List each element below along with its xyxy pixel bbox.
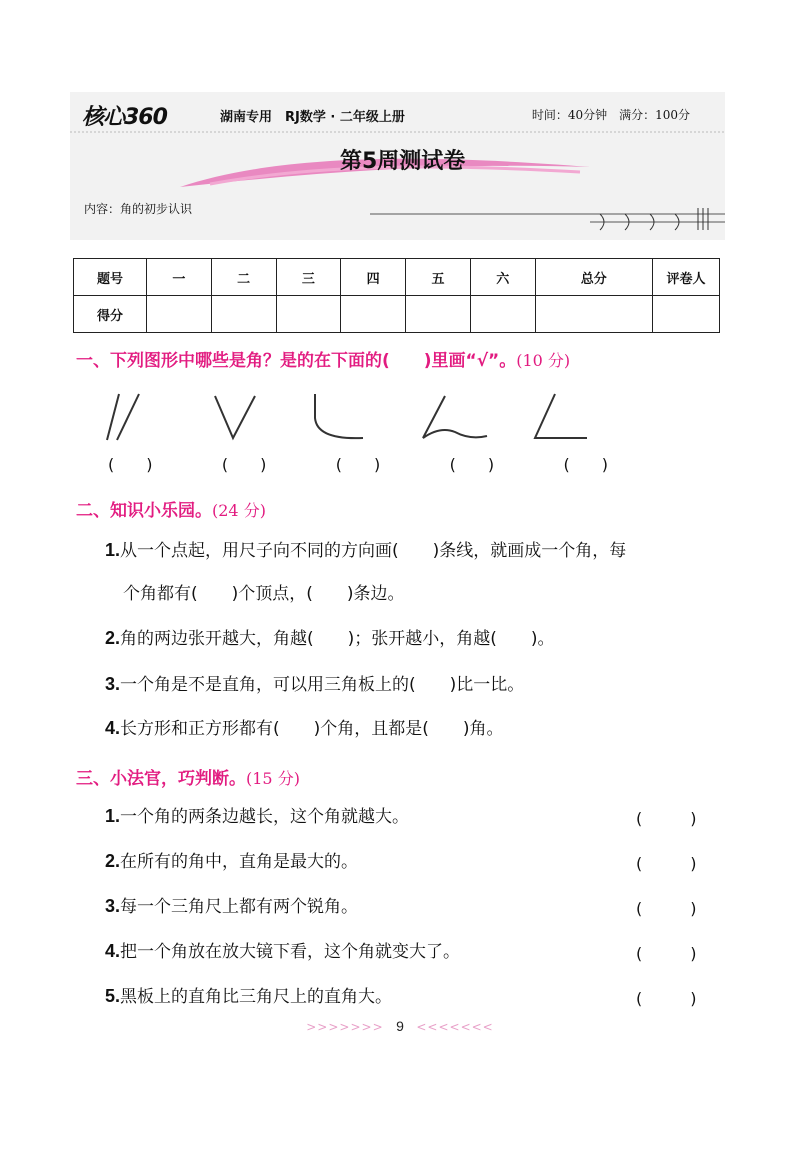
item-number: 2. bbox=[105, 628, 121, 648]
table-cell: 一 bbox=[147, 259, 212, 296]
fill-item-2 bbox=[105, 628, 555, 649]
fill-item-1 bbox=[105, 540, 626, 561]
judge-item-4 bbox=[105, 941, 460, 962]
score-table-header-row bbox=[74, 259, 720, 296]
table-cell: 题号 bbox=[74, 259, 147, 296]
judge-blank[interactable]: ( ) bbox=[636, 854, 697, 873]
item-number: 3. bbox=[105, 896, 121, 916]
section-2-points: (24 分) bbox=[212, 501, 266, 520]
item-number: 4. bbox=[105, 941, 121, 961]
page-number: 9 bbox=[396, 1018, 404, 1034]
item-text: 每一个三角尺上都有两个锐角。 bbox=[120, 897, 359, 917]
table-cell: 三 bbox=[276, 259, 341, 296]
judge-blank[interactable]: ( ) bbox=[636, 899, 697, 918]
page-footer bbox=[0, 1018, 800, 1035]
score-cell[interactable] bbox=[276, 296, 341, 333]
table-cell: 总分 bbox=[535, 259, 652, 296]
score-cell[interactable] bbox=[147, 296, 212, 333]
section-1-answers bbox=[108, 452, 608, 475]
fill-item-3 bbox=[105, 674, 524, 695]
answer-blank[interactable]: ( ) bbox=[563, 455, 608, 474]
table-cell: 评卷人 bbox=[653, 259, 720, 296]
item-text: 角的两边张开越大，角越( )；张开越小，角越( )。 bbox=[120, 629, 555, 649]
edition-label: 湖南专用 RJ数学 · 二年级上册 bbox=[220, 110, 405, 125]
section-2-title bbox=[76, 496, 266, 521]
table-cell: 五 bbox=[406, 259, 471, 296]
answer-blank[interactable]: ( ) bbox=[449, 455, 495, 474]
footer-arrows-right: <<<<<<< bbox=[416, 1020, 494, 1034]
section-1-title bbox=[76, 346, 570, 371]
judge-blank[interactable]: ( ) bbox=[636, 944, 697, 963]
page-title: 第5周测试卷 bbox=[340, 149, 466, 174]
item-number: 4. bbox=[105, 718, 121, 738]
judge-item-5 bbox=[105, 986, 392, 1007]
section-2-title-text: 二、知识小乐园。 bbox=[76, 501, 212, 521]
figure-1-two-lines bbox=[107, 394, 139, 440]
figure-3-curve bbox=[315, 394, 363, 438]
content-label: 内容：角的初步认识 bbox=[84, 202, 193, 216]
answer-blank[interactable]: ( ) bbox=[221, 455, 267, 474]
judge-item-2 bbox=[105, 851, 358, 872]
section-1-title-text: 一、下列图形中哪些是角？是的在下面的( )里画“√”。 bbox=[76, 351, 517, 371]
item-text: 把一个角放在放大镜下看，这个角就变大了。 bbox=[120, 942, 461, 962]
section-3-title-text: 三、小法官，巧判断。 bbox=[76, 769, 246, 789]
section-3-title bbox=[76, 764, 300, 789]
item-text: 长方形和正方形都有( )个角，且都是( )角。 bbox=[120, 719, 504, 739]
judge-blank[interactable]: ( ) bbox=[636, 989, 697, 1008]
figure-2-v-angle bbox=[215, 396, 255, 438]
score-cell[interactable] bbox=[470, 296, 535, 333]
page-header bbox=[70, 92, 725, 240]
table-cell: 六 bbox=[470, 259, 535, 296]
angle-figures bbox=[95, 388, 605, 448]
score-cell[interactable] bbox=[535, 296, 652, 333]
fill-item-4 bbox=[105, 718, 504, 739]
item-number: 2. bbox=[105, 851, 121, 871]
brand-logo: 核心360 bbox=[82, 105, 167, 130]
item-text: 从一个点起，用尺子向不同的方向画( )条线，就画成一个角，每 bbox=[120, 541, 627, 561]
item-number: 5. bbox=[105, 986, 121, 1006]
item-text: 黑板上的直角比三角尺上的直角大。 bbox=[120, 987, 393, 1007]
item-text: 个角都有( )个顶点，( )条边。 bbox=[123, 584, 405, 604]
item-text: 一个角的两条边越长，这个角就越大。 bbox=[120, 807, 410, 827]
score-cell[interactable] bbox=[653, 296, 720, 333]
item-number: 1. bbox=[105, 806, 121, 826]
answer-blank[interactable]: ( ) bbox=[108, 455, 153, 474]
judge-item-1 bbox=[105, 806, 409, 827]
footer-arrows-left: >>>>>>> bbox=[306, 1020, 384, 1034]
answer-blank[interactable]: ( ) bbox=[335, 455, 381, 474]
figure-5-angle bbox=[535, 394, 587, 438]
fill-item-1-cont bbox=[123, 584, 405, 604]
score-table bbox=[73, 258, 720, 333]
score-table-score-row bbox=[74, 296, 720, 333]
item-number: 3. bbox=[105, 674, 121, 694]
judge-item-3 bbox=[105, 896, 358, 917]
table-cell: 四 bbox=[341, 259, 406, 296]
score-cell[interactable] bbox=[406, 296, 471, 333]
item-text: 在所有的角中，直角是最大的。 bbox=[120, 852, 359, 872]
table-cell: 二 bbox=[211, 259, 276, 296]
item-number: 1. bbox=[105, 540, 121, 560]
time-score-info: 时间：40分钟 满分：100分 bbox=[531, 108, 690, 122]
judge-blank[interactable]: ( ) bbox=[636, 809, 697, 828]
item-text: 一个角是不是直角，可以用三角板上的( )比一比。 bbox=[120, 675, 525, 695]
score-cell[interactable] bbox=[341, 296, 406, 333]
figure-4-curved-angle bbox=[423, 396, 487, 438]
score-cell[interactable] bbox=[211, 296, 276, 333]
section-3-points: (15 分) bbox=[246, 769, 300, 788]
section-1-points: (10 分) bbox=[516, 351, 571, 370]
table-cell: 得分 bbox=[74, 296, 147, 333]
